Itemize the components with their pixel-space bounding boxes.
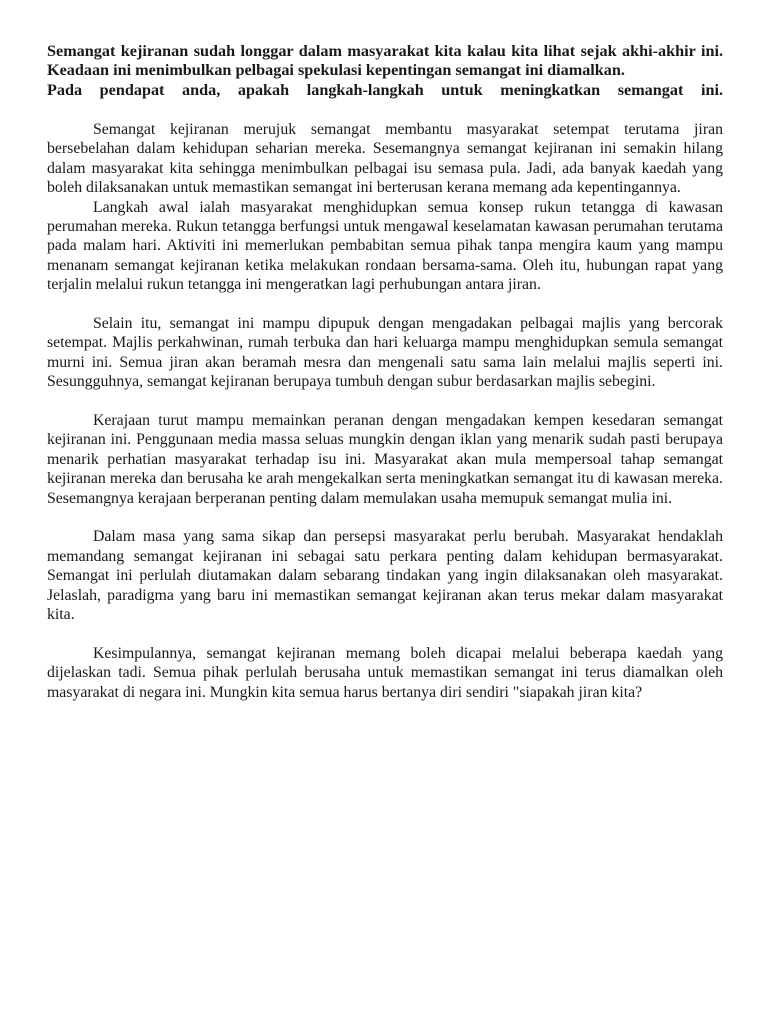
essay-body: [47, 120, 723, 702]
paragraph-conclusion: Kesimpulannya, semangat kejiranan memang boleh dicapai melalui beberapa kaedah yang dijelaskan tadi. Semua pihak perlulah berusaha untuk memastikan semangat ini terus diamalkan oleh masyarakat di negara ini. Mungkin kita semua harus bertanya diri sendiri "siapakah jiran kita?: [47, 644, 723, 701]
paragraph-point-sikap: Dalam masa yang sama sikap dan persepsi masyarakat perlu berubah. Masyarakat hendaklah memandang semangat kejiranan ini sebagai satu perkara penting dalam kehidupan bermasyarakat. Semangat ini perlulah diutamakan dalam sebarang tindakan yang ingin dilaksanakan oleh masyarakat. Jelaslah, paradigma yang baru ini memastikan semangat kejiranan akan terus mekar dalam masyarakat kita.: [47, 528, 723, 623]
paragraph-point-majlis: Selain itu, semangat ini mampu dipupuk dengan mengadakan pelbagai majlis yang bercorak setempat. Majlis perkahwinan, rumah terbuka dan hari keluarga mampu menghidupkan semula semangat murni ini. Semua jiran akan beramah mesra dan mengenali satu sama lain melalui majlis seperti ini. Sesungguhnya, semangat kejiranan berupaya tumbuh dengan subur berdasarkan majlis sebegini.: [47, 314, 723, 391]
document-page: [47, 42, 723, 702]
paragraph-introduction: Semangat kejiranan merujuk semangat membantu masyarakat setempat terutama jiran bersebelahan dalam kehidupan seharian mereka. Sesemangnya semangat kejiranan ini semakin hilang dalam masyarakat kita sehingga menimbulkan pelbagai isu semasa pula. Jadi, ada banyak kaedah yang boleh dilaksanakan untuk memastikan semangat ini berterusan kerana memang ada kepentingannya.: [47, 120, 723, 197]
question-prompt: Pada pendapat anda, apakah langkah-langkah untuk meningkatkan semangat ini.: [47, 80, 723, 99]
question-statement: Semangat kejiranan sudah longgar dalam masyarakat kita kalau kita lihat sejak akhi-akhir ini. Keadaan ini menimbulkan pelbagai spekulasi kepentingan semangat ini diamalkan.: [47, 42, 723, 80]
essay-question: [47, 42, 723, 100]
paragraph-point-kerajaan: Kerajaan turut mampu memainkan peranan dengan mengadakan kempen kesedaran semangat kejiranan ini. Penggunaan media massa seluas mungkin dengan iklan yang menarik sudah pasti berupaya menarik perhatian masyarakat terhadap isu ini. Masyarakat akan mula mempersoal tahap semangat kejiranan mereka dan berusaha ke arah mengekalkan serta meningkatkan semangat itu di kawasan mereka. Sesemangnya kerajaan berperanan penting dalam memulakan usaha memupuk semangat mulia ini.: [47, 411, 723, 507]
paragraph-point-rukun-tetangga: Langkah awal ialah masyarakat menghidupkan semua konsep rukun tetangga di kawasan perumahan mereka. Rukun tetangga berfungsi untuk mengawal keselamatan kawasan perumahan terutama pada malam hari. Aktiviti ini memerlukan pembabitan semua pihak tanpa mengira kaum yang mampu menanam semangat kejiranan ketika melakukan rondaan bersama-sama. Oleh itu, hubungan rapat yang terjalin melalui rukun tetangga ini mengeratkan lagi perhubungan antara jiran.: [47, 198, 723, 294]
